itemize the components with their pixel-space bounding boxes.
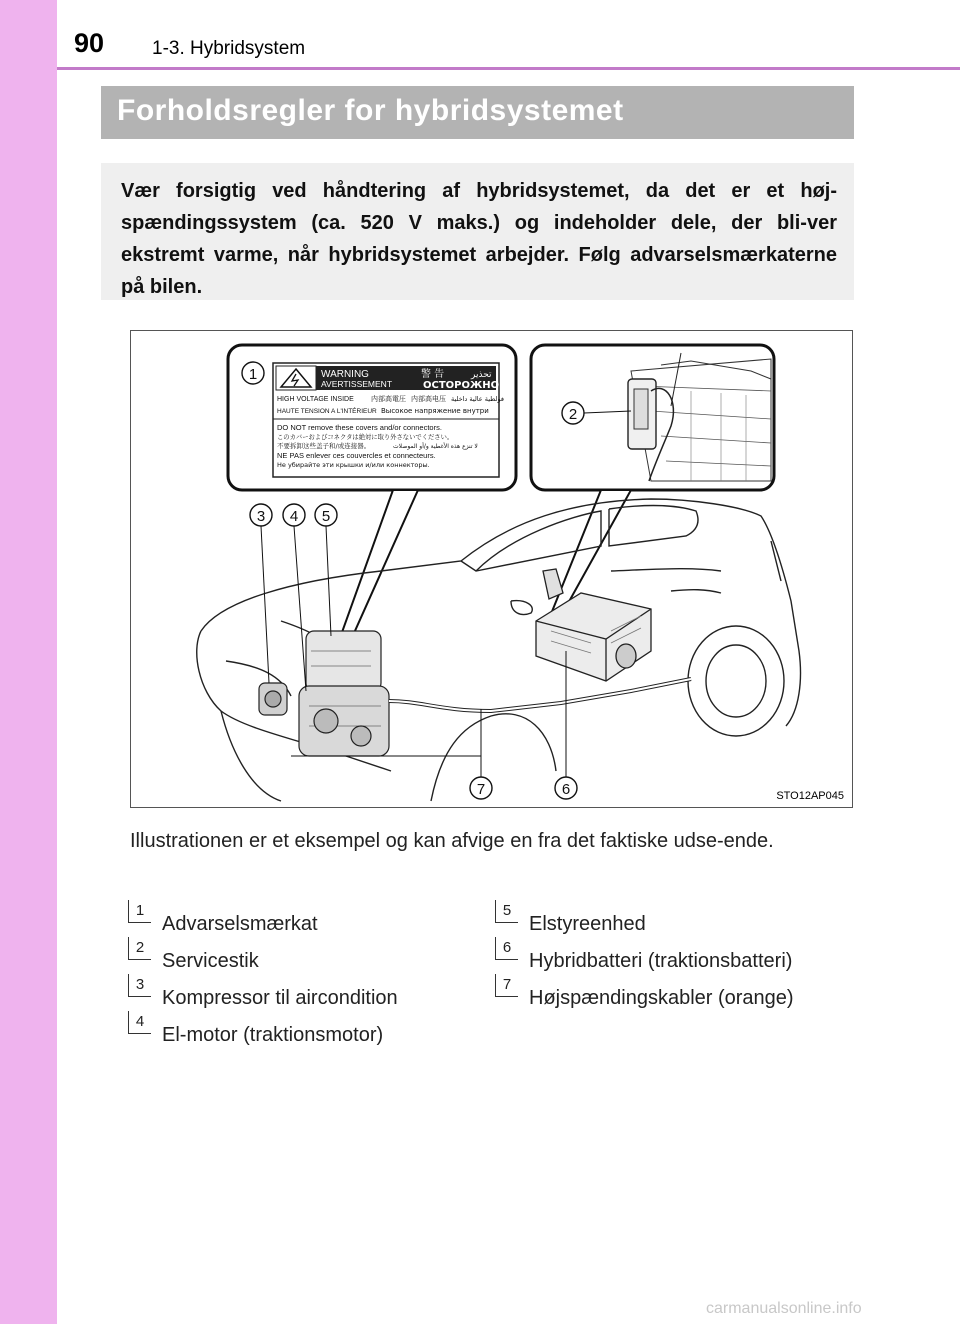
intro-box: [101, 163, 854, 300]
warning-line-ru: Не убирайте эти крышки и/или коннекторы.: [277, 461, 430, 469]
hv-ru-text: Высокое напряжение внутри: [381, 407, 489, 415]
service-plug-callout: [531, 345, 774, 490]
legend-number: 3: [129, 975, 151, 995]
hv-ja-text: 内部高電圧: [371, 395, 406, 403]
legend-label: El-motor (traktionsmotor): [162, 1024, 384, 1046]
warning-ar-text: تحذير: [471, 370, 492, 380]
legend-label: Elstyreenhed: [529, 913, 646, 935]
hv-inside-text: HIGH VOLTAGE INSIDE: [277, 396, 354, 403]
callout-7: 7: [476, 781, 486, 798]
callout-4: 4: [289, 508, 299, 525]
avertissement-text: AVERTISSEMENT: [321, 379, 393, 389]
figure-caption: Illustrationen er et eksempel og kan afvige en fra det faktiske udse-ende.: [130, 830, 774, 852]
callout-5: 5: [321, 508, 331, 525]
legend-number: 2: [129, 938, 151, 958]
intro-text: Vær forsigtig ved håndtering af hybridsystemet, da det er et høj-spændingssystem (ca. 520 V maks.) og indeholder dele, der bli-ver ekstremt varme, når hybridsystemet arbejder. Følg advarselsmærkaterne på bilen.: [121, 180, 837, 298]
chapter-label: 1-3. Hybridsystem: [152, 38, 306, 59]
car-illustration: [131, 331, 854, 809]
legend-label: Servicestik: [162, 950, 259, 972]
warning-line-zh: 不要拆卸这些盖子和/或连接器。: [277, 442, 371, 450]
callout-6: 6: [561, 781, 571, 798]
side-tab-strip: [0, 0, 57, 1324]
section-title-bar: [101, 86, 854, 139]
page-number: 90: [74, 28, 105, 58]
hv-fr-text: HAUTE TENSION A L'INTÉRIEUR: [277, 408, 377, 415]
legend-number: 7: [496, 975, 518, 995]
legend-number: 6: [496, 938, 518, 958]
legend-number: 5: [496, 901, 518, 921]
warning-line-fr: NE PAS enlever ces couvercles et connecteurs.: [277, 451, 436, 460]
hv-zh-text: 内部高电压: [411, 395, 446, 403]
callout-3: 3: [256, 508, 266, 525]
warning-line-ar: لا تنزع هذه الأغطية و/أو الموصلات: [393, 443, 478, 450]
hybrid-battery: [536, 569, 651, 681]
legend-number: 1: [129, 901, 151, 921]
ru-caution-text: ОСТОРОЖНО: [423, 380, 500, 391]
warning-line-ja: このカバーおよびコネクタは絶対に取り外さないでください。: [277, 434, 454, 441]
legend-number: 4: [129, 1012, 151, 1032]
callout-2: 2: [568, 406, 578, 423]
warning-line-en: DO NOT remove these covers and/or connectors.: [277, 423, 442, 432]
legend-label: Advarselsmærkat: [162, 913, 318, 935]
callout-1: 1: [248, 366, 258, 383]
car-body: [197, 499, 801, 801]
warning-label-callout: [228, 345, 516, 490]
hv-ar-text: فولطية عالية داخلية: [451, 395, 504, 403]
header-divider: [57, 67, 960, 70]
warning-text: WARNING: [321, 369, 369, 380]
section-title: Forholdsregler for hybridsystemet: [117, 94, 624, 127]
watermark: carmanualsonline.info: [706, 1300, 862, 1317]
legend-label: Hybridbatteri (traktionsbatteri): [529, 950, 793, 972]
warning-cjk-text: 警 告: [421, 369, 445, 380]
figure-code: STO12AP045: [776, 790, 844, 802]
legend-label: Kompressor til aircondition: [162, 987, 398, 1009]
hybrid-system-figure: [130, 330, 853, 808]
legend-label: Højspændingskabler (orange): [529, 987, 794, 1009]
